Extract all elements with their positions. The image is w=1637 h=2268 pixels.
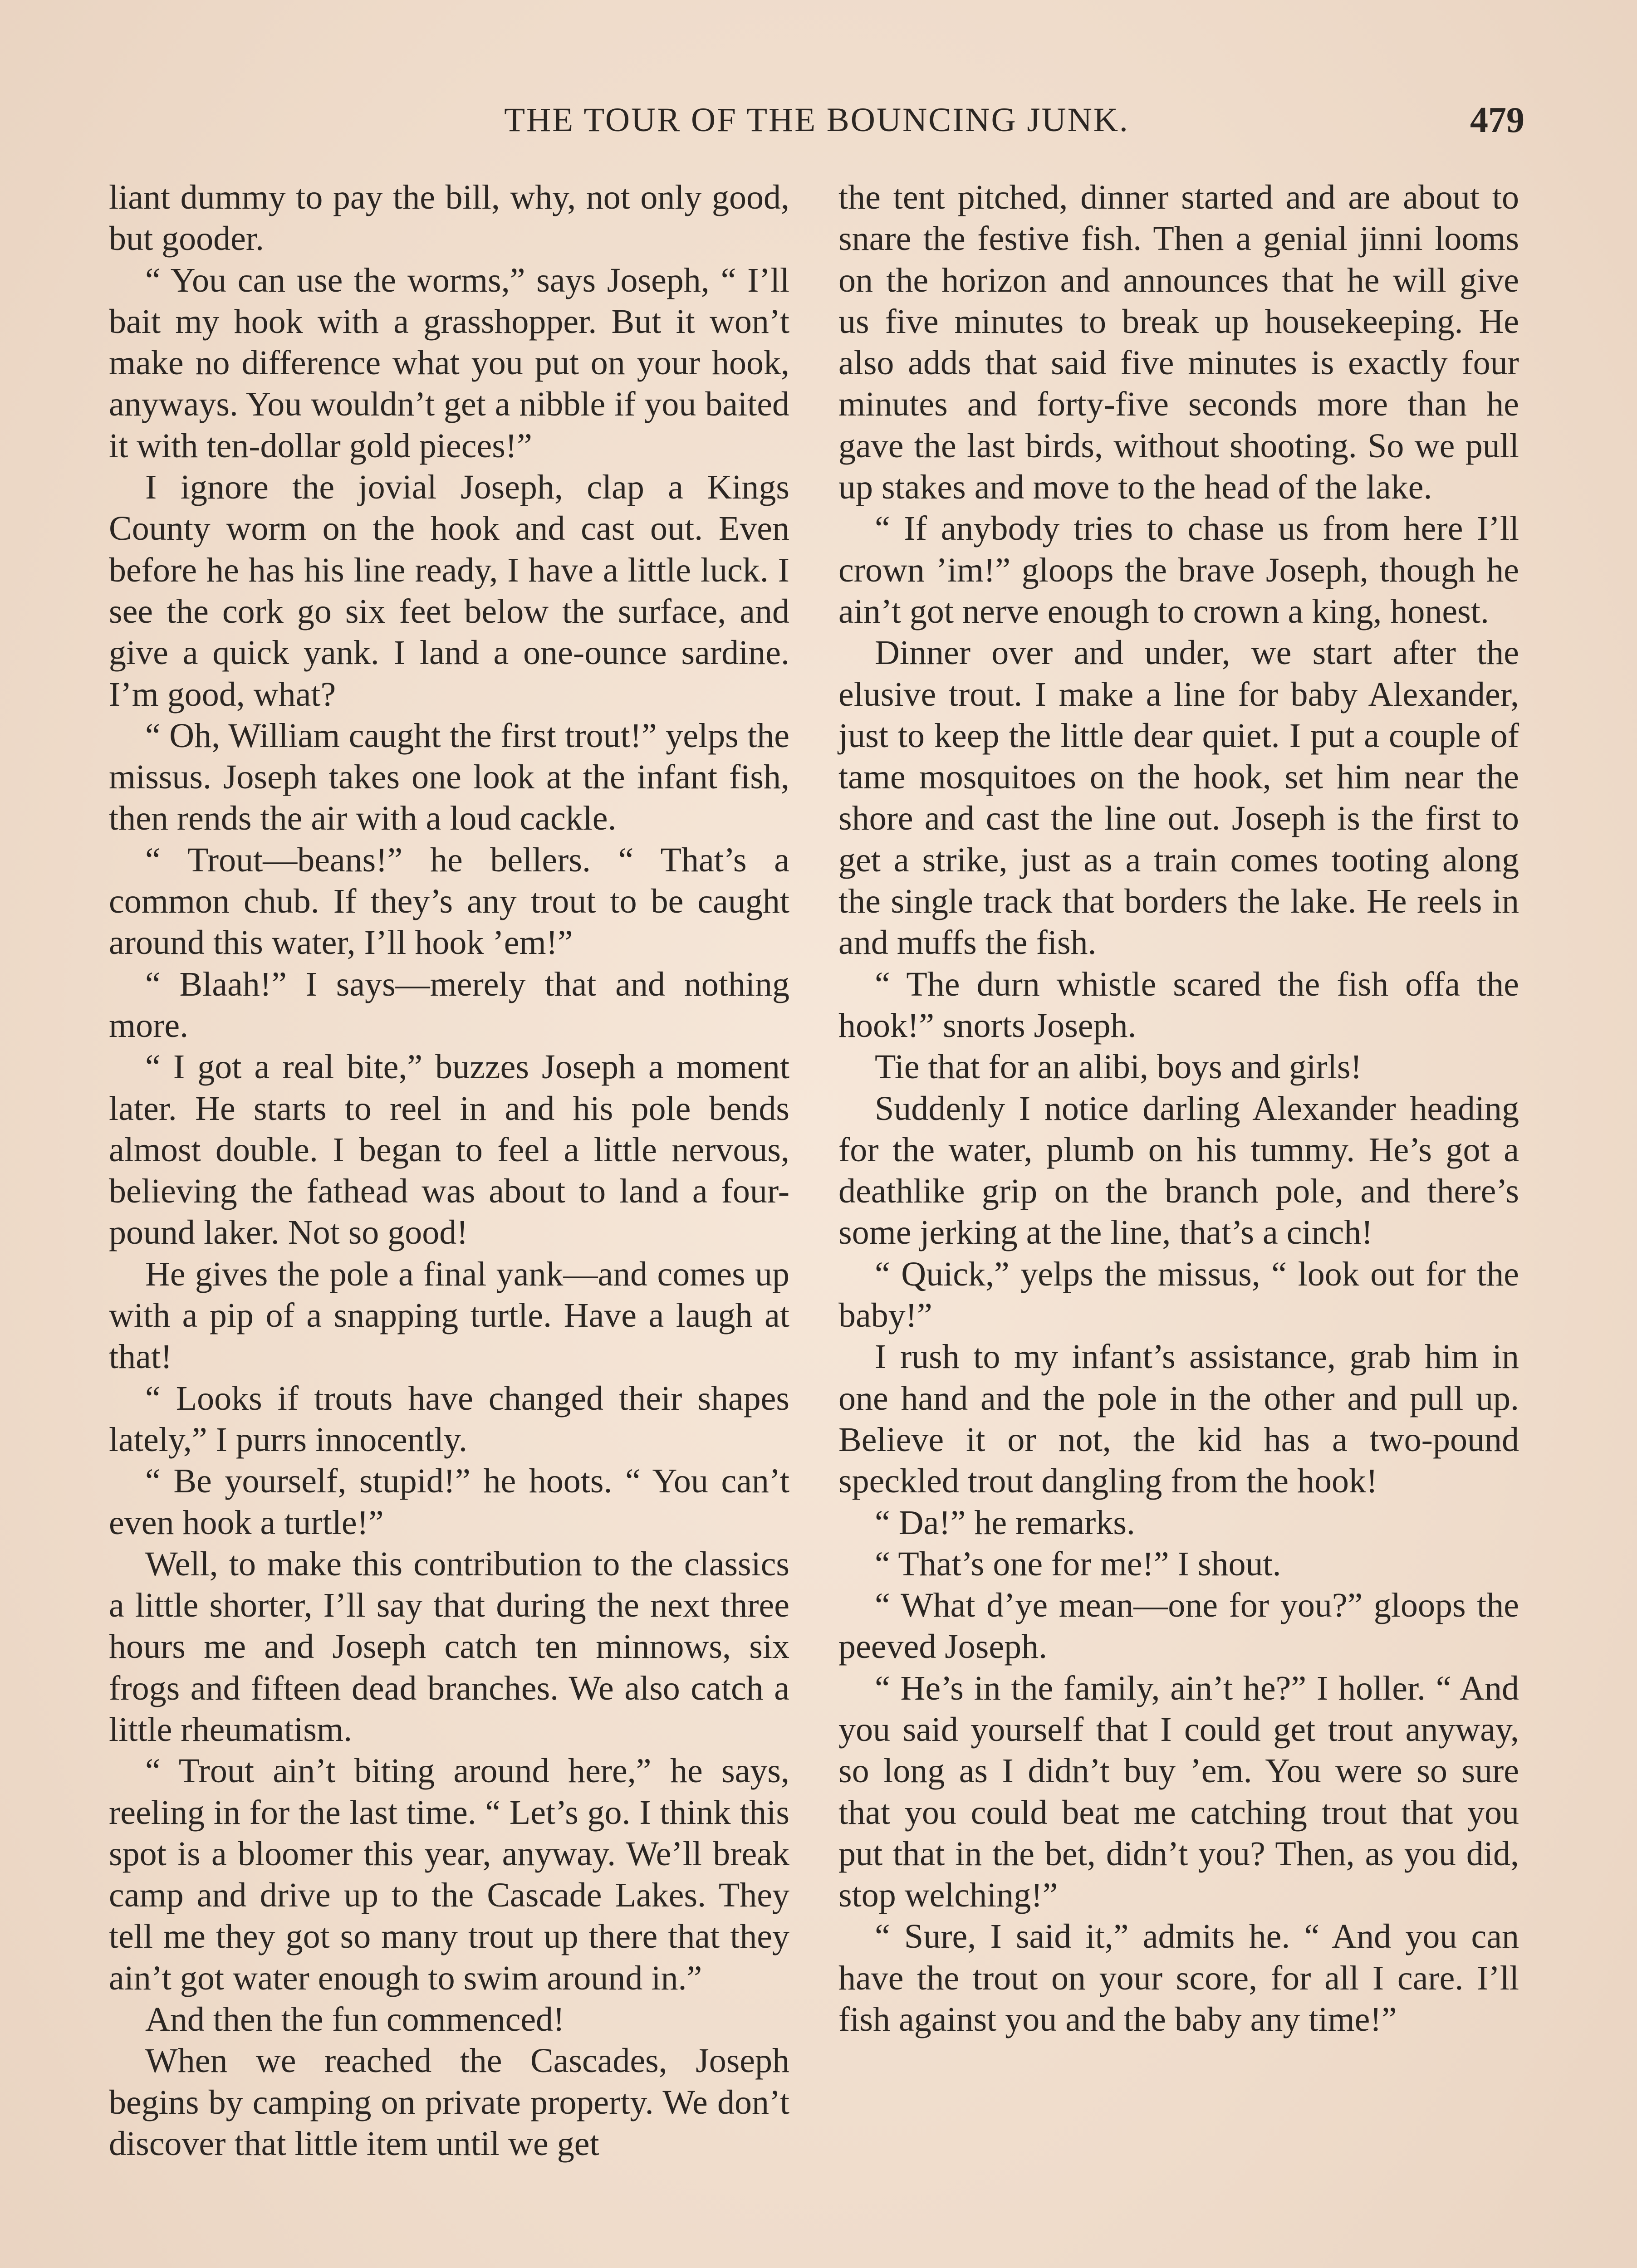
paragraph: I rush to my infant’s assistance, grab him in one hand and the pole in the other and pull up. Believe it or not, the kid has a two-pound speckled trout dangling from the hook! [838,1338,1519,1501]
paragraph: Suddenly I notice darling Alexander heading for the water, plumb on his tummy. He’s got a deathlike grip on the branch pole, and there’s some jerking at the line, that’s a cinch! [838,1089,1519,1252]
paragraph: “ Sure, I said it,” admits he. “ And you can have the trout on your score, for all I care. I’ll fish against you and the baby any time!” [838,1917,1519,2039]
paragraph: When we reached the Cascades, Joseph begins by camping on private property. We don’t discover that little item until we get [109,2042,789,2163]
paragraph: “ Trout ain’t biting around here,” he says, reeling in for the last time. “ Let’s go. I think this spot is a bloomer this year, anyway. We’ll break camp and drive up to the Cascade Lakes. They tell me they got so many trout up there that they ain’t got water enough to swim around in.” [109,1752,789,1997]
paragraph: “ What d’ye mean—one for you?” gloops the peeved Joseph. [838,1586,1519,1666]
paragraph: “ Looks if trouts have changed their shapes lately,” I purrs innocently. [109,1379,789,1459]
paragraph: “ Trout—beans!” he bellers. “ That’s a common chub. If they’s any trout to be caught around this water, I’ll hook ’em!” [109,841,789,962]
paragraph: “ Oh, William caught the first trout!” yelps the missus. Joseph takes one look at the infant fish, then rends the air with a loud cackle. [109,716,789,838]
paragraph: Well, to make this contribution to the classics a little shorter, I’ll say that during the next three hours me and Joseph catch ten minnows, six frogs and fifteen dead branches. We also catch a little rheumatism. [109,1545,789,1749]
paragraph: He gives the pole a final yank—and comes up with a pip of a snapping turtle. Have a laugh at that! [109,1255,789,1376]
running-head: THE TOUR OF THE BOUNCING JUNK. [504,101,1129,139]
paragraph: “ Quick,” yelps the missus, “ look out for the baby!” [838,1255,1519,1335]
paragraph: Dinner over and under, we start after the elusive trout. I make a line for baby Alexander, just to keep the little dear quiet. I put a couple of tame mosquitoes on the hook, set him near the shore and cast the line out. Joseph is the first to get a strike, just as a train comes tooting along the single track that borders the lake. He reels in and muffs the fish. [838,634,1519,962]
paragraph: “ The durn whistle scared the fish offa the hook!” snorts Joseph. [838,965,1519,1045]
page-number: 479 [1470,100,1524,140]
page-header [109,95,1524,145]
paragraph: Tie that for an alibi, boys and girls! [875,1048,1362,1086]
paragraph: “ Da!” he remarks. [875,1503,1135,1542]
paragraph: “ You can use the worms,” says Joseph, “ I’ll bait my hook with a grasshopper. But it won’t make no difference what you put on your hook, anyways. You wouldn’t get a nibble if you baited it with ten-dollar gold pieces!” [109,261,789,465]
paragraph: “ Blaah!” I says—merely that and nothing more. [109,965,789,1045]
paragraph: the tent pitched, dinner started and are about to snare the festive fish. Then a genial jinni looms on the horizon and announces that he will give us five minutes to break up housekeeping. He also adds that said five minutes is exactly four minutes and forty-five seconds more than he gave the last birds, without shooting. So we pull up stakes and move to the head of the lake. [838,178,1519,507]
paragraph: liant dummy to pay the bill, why, not only good, but gooder. [109,178,789,258]
paragraph: “ Be yourself, stupid!” he hoots. “ You can’t even hook a turtle!” [109,1462,789,1542]
paragraph: And then the fun commenced! [145,2000,565,2039]
paragraph: I ignore the jovial Joseph, clap a Kings County worm on the hook and cast out. Even before he has his line ready, I have a little luck. I see the cork go six feet below the surface, and give a quick yank. I land a one-ounce sardine. I’m good, what? [109,468,789,714]
right-column [838,177,1519,2040]
paragraph: “ That’s one for me!” I shout. [875,1545,1281,1583]
paragraph: “ If anybody tries to chase us from here I’ll crown ’im!” gloops the brave Joseph, though he ain’t got nerve enough to crown a king, honest. [838,509,1519,631]
paragraph: “ He’s in the family, ain’t he?” I holler. “ And you said yourself that I could get trout anyway, so long as I didn’t buy ’em. You were so sure that you could beat me catching trout that you put that in the bet, didn’t you? Then, as you did, stop welching!” [838,1669,1519,1915]
left-column [109,177,789,2165]
paragraph: “ I got a real bite,” buzzes Joseph a moment later. He starts to reel in and his pole bends almost double. I began to feel a little nervous, believing the fathead was about to land a four-pound laker. Not so good! [109,1048,789,1252]
